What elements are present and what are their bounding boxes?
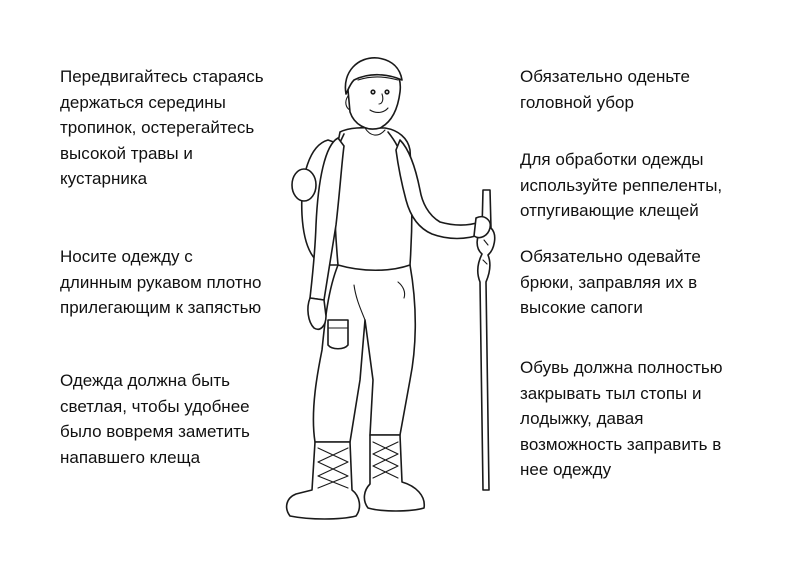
head-with-cap-icon — [345, 58, 402, 129]
tip-stay-middle-of-paths: Передвигайтесь стараясь держаться середины тропинок, остерегайтесь высокой травы и кустарника — [60, 67, 264, 188]
tip-use-repellents: Для обработки одежды используйте реппеленты, отпугивающие клещей — [520, 150, 723, 220]
tip-light-colored-clothes: Одежда должна быть светлая, чтобы удобнее было вовремя заметить напавшего клеща — [60, 371, 250, 467]
hiker-figure-icon — [270, 50, 530, 530]
tip-closed-footwear: Обувь должна полностью закрывать тыл стопы и лодыжку, давая возможность заправить в нее одежду — [520, 358, 723, 479]
tip-long-sleeves: Носите одежду с длинным рукавом плотно прилегающим к запястью — [60, 247, 262, 317]
hiker-illustration — [270, 50, 530, 530]
trousers-icon — [313, 265, 415, 442]
tip-wear-headwear: Обязательно оденьте головной убор — [520, 67, 690, 112]
right-boot-icon — [364, 435, 424, 511]
left-boot-icon — [287, 442, 360, 519]
tip-tuck-trousers-in-boots: Обязательно одевайте брюки, заправляя их в высокие сапоги — [520, 247, 701, 317]
